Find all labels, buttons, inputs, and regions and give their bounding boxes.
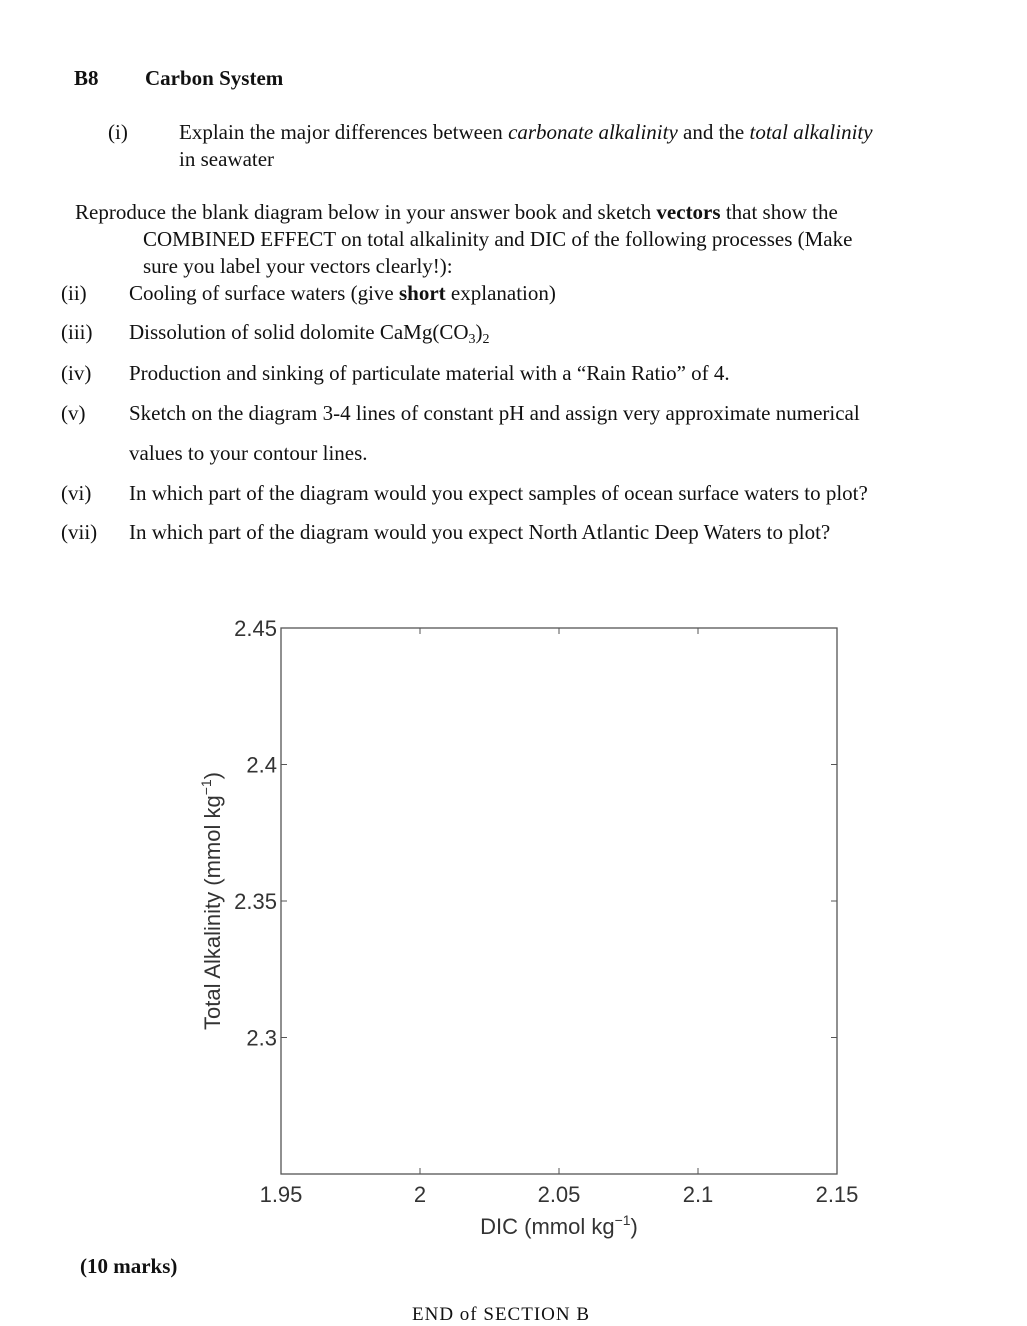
question-number-i: (i)	[108, 120, 128, 144]
marks-label: (10 marks)	[80, 1254, 178, 1278]
x-tick-label: 1.95	[259, 1182, 303, 1207]
x-tick-label: 2.15	[815, 1182, 859, 1207]
question-i-line2: in seawater	[179, 147, 275, 171]
question-iii-text: Dissolution of solid dolomite $CaMg(CO_3)_2$	[129, 320, 490, 347]
x-axis-ticks	[260, 628, 859, 1207]
question-number-v: (v)	[61, 401, 86, 425]
question-vii-text: In which part of the diagram would you expect North Atlantic Deep Waters to plot?	[129, 520, 831, 544]
plot-frame	[281, 628, 837, 1174]
intro-line1: Reproduce the blank diagram below in your answer book and sketch vectors that show the	[75, 200, 838, 224]
question-number-vi: (vi)	[61, 481, 92, 505]
y-tick-label: 2.45	[234, 616, 277, 641]
question-v-line2: values to your contour lines.	[129, 441, 368, 465]
x-axis-label: DIC (mmol $kg^{-1}$)	[480, 1212, 638, 1239]
alkalinity-dic-chart	[190, 600, 880, 1250]
question-ii-text: Cooling of surface waters (give short explanation)	[129, 281, 556, 305]
y-tick-label: 2.4	[246, 752, 277, 778]
section-footer: END of SECTION B	[412, 1304, 591, 1325]
intro-line2: COMBINED EFFECT on total alkalinity and DIC of the following processes (Make	[143, 227, 853, 251]
section-code: B8	[74, 66, 99, 90]
y-axis-ticks	[234, 616, 837, 1051]
question-vi-text: In which part of the diagram would you expect samples of ocean surface waters to plot?	[129, 481, 868, 505]
question-v-line1: Sketch on the diagram 3-4 lines of constant pH and assign very approximate numerical	[129, 401, 860, 425]
y-tick-label: 2.35	[234, 889, 277, 914]
x-tick-label: 2.1	[682, 1182, 714, 1207]
y-tick-label: 2.3	[246, 1025, 277, 1051]
x-tick-label: 2.05	[537, 1182, 581, 1207]
question-iv-text: Production and sinking of particulate material with a “Rain Ratio” of 4.	[129, 361, 730, 385]
question-i-line1: Explain the major differences between carbonate alkalinity and the total alkalinity	[179, 120, 873, 144]
question-number-iii: (iii)	[61, 320, 93, 344]
section-title: Carbon System	[145, 66, 284, 90]
question-number-ii: (ii)	[61, 281, 87, 305]
y-axis-label: Total Alkalinity (mmol $kg^{-1}$)	[198, 771, 225, 1031]
x-tick-label: 2	[413, 1182, 427, 1207]
intro-line3: sure you label your vectors clearly!):	[143, 254, 453, 278]
question-number-iv: (iv)	[61, 361, 92, 385]
question-number-vii: (vii)	[61, 520, 98, 544]
